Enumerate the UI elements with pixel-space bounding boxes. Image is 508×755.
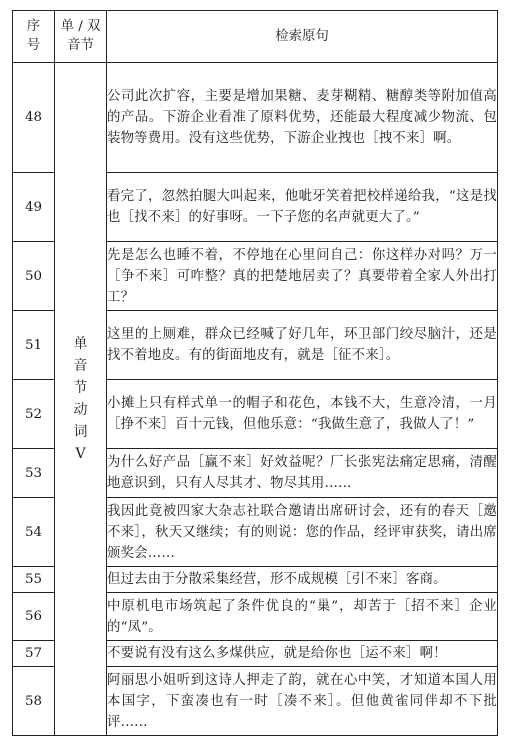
header-index-label: 序号 <box>26 19 41 53</box>
header-category-label: 单 / 双音节 <box>60 19 101 53</box>
row-number: 58 <box>13 667 55 736</box>
header-row <box>13 11 498 63</box>
row-number: 53 <box>13 449 55 498</box>
sentence-cell: 阿丽思小姐听到这诗人押走了韵，就在心中笑，才知道本国人用本国字，下蛮凑也有一时［凑不来］。但他黄雀同伴却不下批评…… <box>107 667 498 736</box>
sentence-cell: 为什么好产品［赢不来］好效益呢？厂长张宪法痛定思痛，清醒地意识到，只有人尽其才、物尽其用…… <box>107 449 498 498</box>
corpus-table <box>12 10 498 736</box>
row-number: 48 <box>13 63 55 173</box>
row-number: 51 <box>13 311 55 380</box>
sentence-cell: 先是怎么也睡不着，不停地在心里问自己：你这样办对吗？万一［争不来］可咋整？真的把楚地居卖了？真要带着全家人外出打工？ <box>107 242 498 311</box>
sentence-cell: 我因此竟被四家大杂志社联合邀请出席研讨会，还有的春天［邀不来］，秋天又继续；有的则说：您的作品，经评审获奖，请出席颁奖会…… <box>107 498 498 567</box>
header-index <box>13 11 55 63</box>
sentence-cell: 中原机电市场筑起了条件优良的“巢”，却苦于［招不来］企业的“凤”。 <box>107 593 498 641</box>
row-number: 55 <box>13 567 55 593</box>
category-cell <box>55 63 107 736</box>
row-number: 56 <box>13 593 55 641</box>
category-label: 单音节动词V <box>73 336 88 462</box>
sentence-cell: 但过去由于分散采集经营，形不成规模［引不来］客商。 <box>107 567 498 593</box>
header-sentence <box>107 11 498 63</box>
row-number: 54 <box>13 498 55 567</box>
sentence-cell: 公司此次扩容，主要是增加果糖、麦芽糊精、糖醇类等附加值高的产品。下游企业看准了原料优势，还能最大程度减少物流、包装物等费用。没有这些优势，下游企业拽也［拽不来］啊。 <box>107 63 498 173</box>
row-number: 52 <box>13 380 55 449</box>
row-number: 57 <box>13 641 55 667</box>
header-sentence-label: 检索原句 <box>275 29 329 44</box>
header-category <box>55 11 107 63</box>
sentence-cell: 看完了，忽然拍腿大叫起来，他呲牙笑着把校样递给我，“这是找也［找不来］的好事呀。一下子您的名声就更大了。” <box>107 173 498 242</box>
table-row <box>13 63 498 173</box>
row-number: 49 <box>13 173 55 242</box>
row-number: 50 <box>13 242 55 311</box>
sentence-cell: 不要说有没有这么多煤供应，就是给你也［运不来］啊！ <box>107 641 498 667</box>
sentence-cell: 小摊上只有样式单一的帽子和花色，本钱不大，生意冷清，一月［挣不来］百十元钱，但他乐意：“我做生意了，我做人了！” <box>107 380 498 449</box>
sentence-cell: 这里的上厕难，群众已经喊了好几年，环卫部门绞尽脑汁，还是找不着地皮。有的街面地皮有，就是［征不来］。 <box>107 311 498 380</box>
